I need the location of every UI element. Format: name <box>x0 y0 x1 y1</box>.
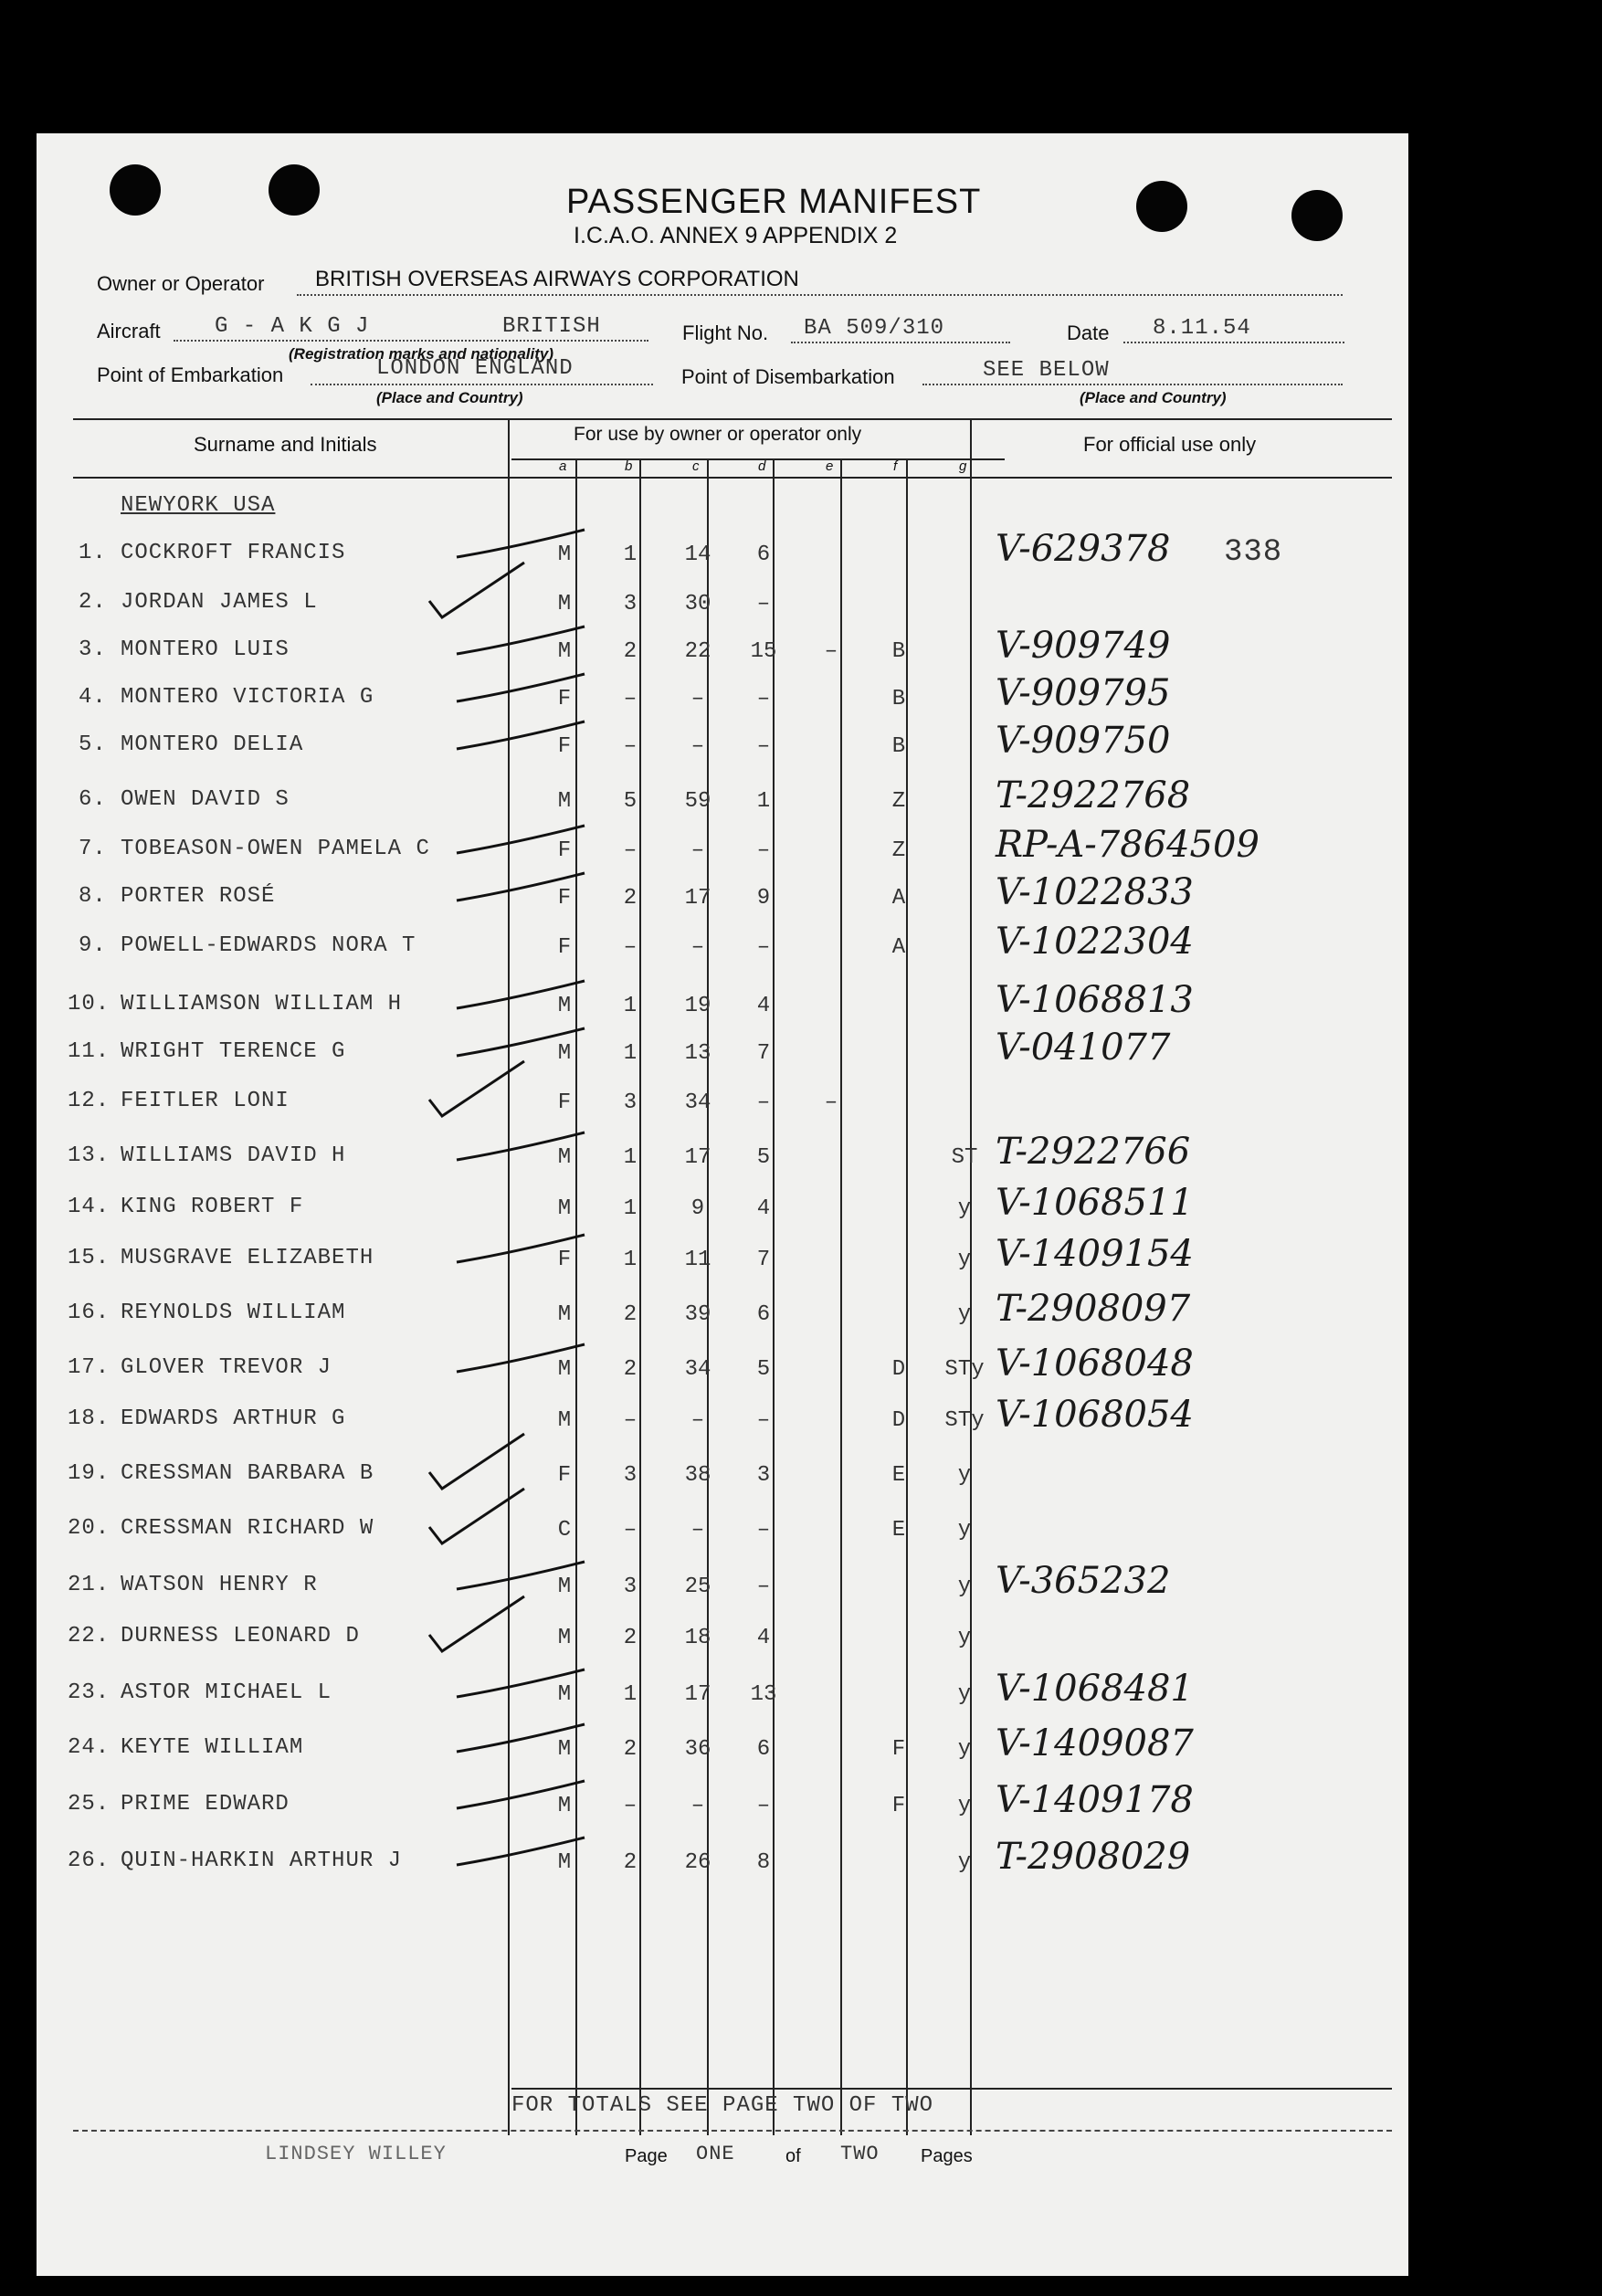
passenger-name: COCKROFT FRANCIS <box>121 541 346 565</box>
cell-b: 3 <box>623 1463 638 1488</box>
passenger-name: MONTERO VICTORIA G <box>121 685 374 710</box>
official-number: V-1068511 <box>996 1182 1194 1224</box>
passenger-name: ASTOR MICHAEL L <box>121 1680 332 1705</box>
page-total: TWO <box>840 2143 880 2165</box>
subcolumn-header-d: d <box>758 458 766 474</box>
passenger-name: CRESSMAN RICHARD W <box>121 1516 374 1541</box>
passenger-name: MUSGRAVE ELIZABETH <box>121 1246 374 1270</box>
cell-g: y <box>957 1463 972 1488</box>
official-number: V-1068813 <box>996 979 1194 1021</box>
aircraft-value: G - A K G J <box>215 314 370 339</box>
cell-b: – <box>623 1794 638 1818</box>
cell-c: 18 <box>684 1626 711 1650</box>
cell-d: 4 <box>756 994 771 1018</box>
passenger-name: JORDAN JAMES L <box>121 590 318 615</box>
passenger-name: REYNOLDS WILLIAM <box>121 1301 346 1325</box>
cell-d: 9 <box>756 886 771 911</box>
row-number: 13. <box>68 1143 111 1168</box>
cell-a: M <box>557 1737 572 1762</box>
cell-f: B <box>891 687 906 711</box>
passenger-name: WRIGHT TERENCE G <box>121 1039 346 1064</box>
cell-g: y <box>957 1626 972 1650</box>
checkmark <box>457 1724 585 1752</box>
row-number: 19. <box>68 1461 111 1486</box>
cell-b: – <box>623 935 638 960</box>
manifest-sheet <box>37 133 1408 2276</box>
cell-c: 26 <box>684 1850 711 1875</box>
official-number: V-1409087 <box>996 1722 1194 1764</box>
official-use-column-header: For official use only <box>1083 433 1257 456</box>
cell-b: – <box>623 687 638 711</box>
row-number: 1. <box>79 541 107 565</box>
cell-b: 3 <box>623 1575 638 1599</box>
cell-c: 22 <box>684 639 711 664</box>
cell-d: – <box>756 935 771 960</box>
subcolumn-header-a: a <box>559 458 567 474</box>
checkmark <box>429 1596 524 1651</box>
cell-d: – <box>756 1575 771 1599</box>
official-number: V-1022304 <box>996 921 1194 963</box>
passenger-name: WILLIAMSON WILLIAM H <box>121 992 403 1016</box>
cell-d: 4 <box>756 1626 771 1650</box>
cell-b: – <box>623 838 638 863</box>
cell-a: M <box>557 789 572 814</box>
cell-d: 6 <box>756 1737 771 1762</box>
handwritten-checkmarks <box>37 133 1408 2276</box>
cell-a: M <box>557 592 572 616</box>
row-number: 26. <box>68 1848 111 1873</box>
row-number: 17. <box>68 1355 111 1380</box>
embarkation-label: Point of Embarkation <box>97 363 284 386</box>
cell-b: 1 <box>623 994 638 1018</box>
pages-label: Pages <box>921 2146 973 2166</box>
row-number: 5. <box>79 732 107 757</box>
row-number: 21. <box>68 1573 111 1597</box>
passenger-name: WATSON HENRY R <box>121 1573 318 1597</box>
passenger-name: PORTER ROSÉ <box>121 884 276 909</box>
official-number: T-2908097 <box>996 1288 1191 1330</box>
destination-heading: NEWYORK USA <box>121 493 276 518</box>
cell-d: 5 <box>756 1145 771 1170</box>
official-number: V-1409178 <box>996 1779 1194 1821</box>
cell-c: 30 <box>684 592 711 616</box>
passenger-name: FEITLER LONI <box>121 1089 290 1113</box>
cell-f: A <box>891 935 906 960</box>
official-number: V-1068048 <box>996 1343 1194 1385</box>
cell-d: 13 <box>750 1682 777 1707</box>
cell-g: y <box>957 1794 972 1818</box>
checkmark <box>429 563 524 617</box>
cell-c: 36 <box>684 1737 711 1762</box>
cell-g: y <box>957 1196 972 1221</box>
passenger-name: PRIME EDWARD <box>121 1792 290 1817</box>
cell-c: 34 <box>684 1090 711 1115</box>
row-number: 14. <box>68 1195 111 1219</box>
subcolumn-header-e: e <box>826 458 834 474</box>
official-number: V-041077 <box>996 1027 1171 1069</box>
official-number: T-2908029 <box>996 1836 1191 1878</box>
checkmark <box>457 1028 585 1056</box>
aircraft-label: Aircraft <box>97 320 161 342</box>
checkmark <box>457 530 585 557</box>
cell-d: 7 <box>756 1041 771 1066</box>
cell-a: M <box>557 1145 572 1170</box>
subcolumn-header-g: g <box>959 458 967 474</box>
cell-d: 6 <box>756 1302 771 1327</box>
cell-a: F <box>557 1090 572 1115</box>
subcolumn-header-f: f <box>893 458 898 474</box>
cell-f: D <box>891 1357 906 1382</box>
row-number: 22. <box>68 1624 111 1648</box>
cell-a: C <box>557 1518 572 1543</box>
date-value: 8.11.54 <box>1153 316 1251 341</box>
row-number: 6. <box>79 787 107 812</box>
cell-b: 2 <box>623 1302 638 1327</box>
row-number: 2. <box>79 590 107 615</box>
cell-a: M <box>557 1850 572 1875</box>
checkmark <box>457 981 585 1008</box>
cell-d: – <box>756 734 771 759</box>
cell-g: STy <box>944 1408 985 1433</box>
cell-b: 1 <box>623 1248 638 1272</box>
passenger-name: GLOVER TREVOR J <box>121 1355 332 1380</box>
official-number: T-2922766 <box>996 1131 1191 1173</box>
cell-b: 2 <box>623 1737 638 1762</box>
row-number: 25. <box>68 1792 111 1817</box>
cell-f: B <box>891 734 906 759</box>
cell-b: – <box>623 734 638 759</box>
cell-b: 2 <box>623 1626 638 1650</box>
cell-d: – <box>756 838 771 863</box>
cell-d: 3 <box>756 1463 771 1488</box>
cell-d: – <box>756 1408 771 1433</box>
cell-g: STy <box>944 1357 985 1382</box>
row-number: 20. <box>68 1516 111 1541</box>
checkmark <box>457 1132 585 1160</box>
cell-b: 3 <box>623 592 638 616</box>
cell-a: M <box>557 1794 572 1818</box>
cell-g: y <box>957 1248 972 1272</box>
official-number: V-909750 <box>996 720 1171 762</box>
cell-b: 1 <box>623 1196 638 1221</box>
embarkation-value: LONDON ENGLAND <box>376 356 574 381</box>
passenger-name: QUIN-HARKIN ARTHUR J <box>121 1848 403 1873</box>
cell-b: 2 <box>623 1357 638 1382</box>
passenger-name: MONTERO DELIA <box>121 732 304 757</box>
cell-c: – <box>690 1794 705 1818</box>
cell-a: F <box>557 886 572 911</box>
cell-e: – <box>824 639 838 664</box>
row-number: 8. <box>79 884 107 909</box>
official-extra: 338 <box>1224 535 1283 570</box>
cell-f: E <box>891 1463 906 1488</box>
checkmark <box>429 1061 524 1116</box>
official-number: V-1022833 <box>996 871 1194 913</box>
cell-c: 9 <box>690 1196 705 1221</box>
cell-g: y <box>957 1850 972 1875</box>
cell-b: 5 <box>623 789 638 814</box>
cell-a: F <box>557 838 572 863</box>
cell-c: 34 <box>684 1357 711 1382</box>
of-label: of <box>785 2146 801 2166</box>
date-label: Date <box>1067 321 1110 344</box>
cell-e: – <box>824 1090 838 1115</box>
cell-c: 13 <box>684 1041 711 1066</box>
cell-d: 5 <box>756 1357 771 1382</box>
cell-c: – <box>690 687 705 711</box>
page-title: PASSENGER MANIFEST <box>566 183 982 221</box>
checkmark <box>457 1235 585 1262</box>
cell-a: M <box>557 1575 572 1599</box>
cell-g: y <box>957 1518 972 1543</box>
row-number: 4. <box>79 685 107 710</box>
page-label: Page <box>625 2146 668 2166</box>
cell-a: M <box>557 1196 572 1221</box>
owner-use-column-header: For use by owner or operator only <box>574 424 862 445</box>
cell-f: E <box>891 1518 906 1543</box>
cell-a: M <box>557 639 572 664</box>
cell-f: A <box>891 886 906 911</box>
cell-g: y <box>957 1682 972 1707</box>
official-number: V-1068054 <box>996 1394 1194 1436</box>
cell-c: 17 <box>684 1145 711 1170</box>
passenger-name: TOBEASON-OWEN PAMELA C <box>121 837 430 861</box>
cell-b: 1 <box>623 542 638 567</box>
row-number: 10. <box>68 992 111 1016</box>
checkmark <box>457 627 585 654</box>
cell-c: – <box>690 1408 705 1433</box>
passenger-name: CRESSMAN BARBARA B <box>121 1461 374 1486</box>
cell-b: 3 <box>623 1090 638 1115</box>
cell-b: – <box>623 1408 638 1433</box>
cell-c: 59 <box>684 789 711 814</box>
row-number: 18. <box>68 1406 111 1431</box>
cell-d: 8 <box>756 1850 771 1875</box>
cell-b: 2 <box>623 639 638 664</box>
cell-c: 38 <box>684 1463 711 1488</box>
checkmark <box>457 674 585 701</box>
cell-a: F <box>557 734 572 759</box>
cell-f: Z <box>891 838 906 863</box>
subcolumn-header-c: c <box>692 458 700 474</box>
cell-d: 15 <box>750 639 777 664</box>
place-note-left: (Place and Country) <box>376 389 523 406</box>
row-number: 9. <box>79 933 107 958</box>
cell-f: Z <box>891 789 906 814</box>
cell-c: – <box>690 1518 705 1543</box>
passenger-name: KING ROBERT F <box>121 1195 304 1219</box>
passenger-name: WILLIAMS DAVID H <box>121 1143 346 1168</box>
passenger-name: KEYTE WILLIAM <box>121 1735 304 1760</box>
surname-column-header: Surname and Initials <box>194 433 377 456</box>
official-number: V-909795 <box>996 672 1171 714</box>
cell-a: M <box>557 1302 572 1327</box>
totals-note: FOR TOTALS SEE PAGE TWO OF TWO <box>511 2093 934 2118</box>
cell-a: F <box>557 935 572 960</box>
cell-c: 17 <box>684 1682 711 1707</box>
passenger-name: EDWARDS ARTHUR G <box>121 1406 346 1431</box>
official-number: V-1068481 <box>996 1668 1194 1710</box>
page-subtitle: I.C.A.O. ANNEX 9 APPENDIX 2 <box>574 223 898 248</box>
cell-c: – <box>690 734 705 759</box>
official-number: T-2922768 <box>996 774 1191 816</box>
cell-b: – <box>623 1518 638 1543</box>
flight-value: BA 509/310 <box>804 316 945 341</box>
official-number: V-1409154 <box>996 1233 1194 1275</box>
cell-b: 2 <box>623 886 638 911</box>
cell-d: – <box>756 687 771 711</box>
owner-label: Owner or Operator <box>97 272 265 295</box>
passenger-name: OWEN DAVID S <box>121 787 290 812</box>
cell-a: M <box>557 542 572 567</box>
cell-f: B <box>891 639 906 664</box>
cell-b: 1 <box>623 1041 638 1066</box>
registration-note: (Registration marks and nationality) <box>289 345 553 363</box>
cell-b: 1 <box>623 1682 638 1707</box>
cell-d: 6 <box>756 542 771 567</box>
cell-d: – <box>756 1794 771 1818</box>
checkmark <box>457 1344 585 1372</box>
cell-c: – <box>690 935 705 960</box>
cell-a: F <box>557 1248 572 1272</box>
place-note-right: (Place and Country) <box>1080 389 1227 406</box>
cell-f: F <box>891 1794 906 1818</box>
row-number: 3. <box>79 637 107 662</box>
row-number: 15. <box>68 1246 111 1270</box>
cell-d: – <box>756 1090 771 1115</box>
owner-value: BRITISH OVERSEAS AIRWAYS CORPORATION <box>315 267 799 291</box>
stamp-text: LINDSEY WILLEY <box>265 2143 447 2165</box>
disembarkation-value: SEE BELOW <box>983 358 1110 383</box>
passenger-name: MONTERO LUIS <box>121 637 290 662</box>
checkmark <box>429 1434 524 1489</box>
cell-f: F <box>891 1737 906 1762</box>
cell-g: y <box>957 1302 972 1327</box>
cell-a: M <box>557 1041 572 1066</box>
cell-a: M <box>557 1357 572 1382</box>
official-number: RP-A-7864509 <box>996 824 1259 866</box>
official-number: V-365232 <box>996 1560 1171 1602</box>
cell-g: y <box>957 1737 972 1762</box>
checkmark <box>429 1489 524 1543</box>
cell-d: – <box>756 1518 771 1543</box>
cell-d: 7 <box>756 1248 771 1272</box>
checkmark <box>457 1562 585 1589</box>
checkmark <box>457 1669 585 1697</box>
checkmark <box>457 1838 585 1865</box>
cell-c: 17 <box>684 886 711 911</box>
row-number: 23. <box>68 1680 111 1705</box>
checkmark <box>457 721 585 749</box>
cell-g: ST <box>951 1145 978 1170</box>
cell-b: 2 <box>623 1850 638 1875</box>
passenger-name: POWELL-EDWARDS NORA T <box>121 933 416 958</box>
cell-c: 25 <box>684 1575 711 1599</box>
cell-a: M <box>557 1408 572 1433</box>
official-number: V-629378 <box>996 528 1171 570</box>
passenger-name: DURNESS LEONARD D <box>121 1624 360 1648</box>
page-number: ONE <box>696 2143 735 2165</box>
cell-a: F <box>557 1463 572 1488</box>
row-number: 7. <box>79 837 107 861</box>
cell-d: 1 <box>756 789 771 814</box>
cell-d: – <box>756 592 771 616</box>
cell-a: M <box>557 994 572 1018</box>
checkmark <box>457 873 585 900</box>
cell-a: M <box>557 1626 572 1650</box>
cell-g: y <box>957 1575 972 1599</box>
official-number: V-909749 <box>996 625 1171 667</box>
row-number: 11. <box>68 1039 111 1064</box>
subcolumn-header-b: b <box>625 458 633 474</box>
cell-d: 4 <box>756 1196 771 1221</box>
cell-c: – <box>690 838 705 863</box>
cell-b: 1 <box>623 1145 638 1170</box>
cell-c: 19 <box>684 994 711 1018</box>
row-number: 16. <box>68 1301 111 1325</box>
checkmark <box>457 1781 585 1808</box>
disembarkation-label: Point of Disembarkation <box>681 365 895 388</box>
row-number: 24. <box>68 1735 111 1760</box>
cell-f: D <box>891 1408 906 1433</box>
cell-c: 39 <box>684 1302 711 1327</box>
checkmark <box>457 826 585 853</box>
nationality-value: BRITISH <box>502 314 601 339</box>
cell-a: F <box>557 687 572 711</box>
flight-label: Flight No. <box>682 321 769 344</box>
cell-c: 11 <box>684 1248 711 1272</box>
row-number: 12. <box>68 1089 111 1113</box>
cell-c: 14 <box>684 542 711 567</box>
cell-a: M <box>557 1682 572 1707</box>
